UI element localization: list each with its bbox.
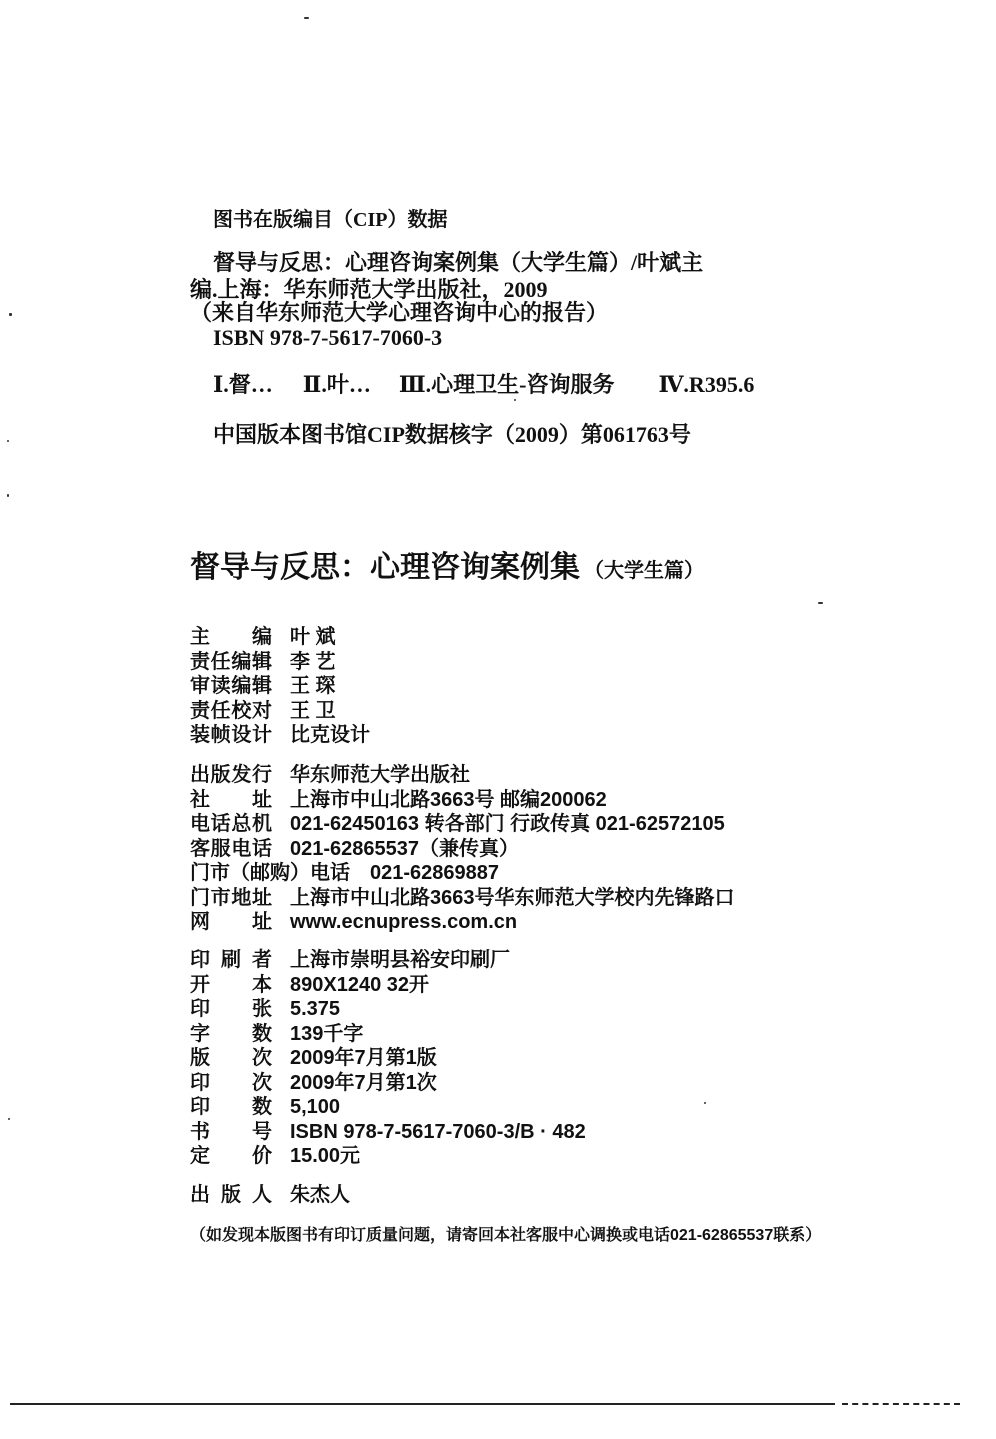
credit-row [190, 1120, 586, 1145]
credit-label: 定价 [190, 1145, 272, 1168]
credit-label: 审读编辑 [190, 675, 272, 698]
credit-label: 装帧设计 [190, 724, 272, 747]
cip-heading: 图书在版编目（CIP）数据 [213, 209, 448, 231]
credit-value: 890X1240 32开 [290, 973, 430, 996]
credit-label: 印张 [190, 998, 272, 1021]
credit-row [190, 1022, 586, 1047]
scan-speck [304, 17, 309, 19]
cip-subject: Ⅰ.督… [213, 372, 273, 397]
credit-row [190, 788, 735, 813]
credit-value: 5,100 [290, 1096, 341, 1119]
credit-value: 朱杰人 [290, 1184, 350, 1207]
credit-row [190, 1071, 586, 1096]
credit-value: 15.00元 [290, 1145, 361, 1168]
credit-value: 上海市中山北路3663号 邮编200062 [290, 788, 607, 811]
credit-row [190, 948, 586, 973]
credit-value: 王 琛 [290, 675, 336, 698]
credit-label: 出版人 [190, 1184, 272, 1207]
credit-label: 印刷者 [190, 949, 272, 972]
credit-row [190, 1183, 350, 1208]
scan-speck [7, 494, 9, 497]
credit-label: 版次 [190, 1047, 272, 1070]
credit-value: 比克设计 [290, 724, 370, 747]
bottom-rule-dashed [842, 1403, 960, 1405]
credit-row [190, 861, 735, 886]
credit-label: 电话总机 [190, 813, 272, 836]
credit-value: 021-62450163 转各部门 行政传真 021-62572105 [290, 813, 725, 836]
credit-row [190, 763, 735, 788]
cip-series-note: （来自华东师范大学心理咨询中心的报告） [190, 300, 609, 325]
printing-details [190, 948, 586, 1169]
scan-speck [8, 1118, 10, 1120]
credit-row [190, 699, 370, 724]
credit-label: 书号 [190, 1120, 272, 1143]
credit-value: 139千字 [290, 1022, 364, 1045]
credit-label: 责任校对 [190, 699, 272, 722]
credit-row [190, 812, 735, 837]
cip-isbn: ISBN 978-7-5617-7060-3 [213, 325, 443, 350]
footer-note: （如发现本版图书有印订质量问题，请寄回本社客服中心调换或电话021-62865537联系） [190, 1227, 822, 1244]
credit-row [190, 886, 735, 911]
credit-row [190, 1046, 586, 1071]
book-title [190, 553, 704, 583]
credit-row [190, 650, 370, 675]
credit-value: 叶 斌 [290, 626, 336, 649]
cip-subject: Ⅲ.心理卫生-咨询服务 [398, 372, 615, 397]
cip-subject: Ⅱ.叶… [302, 372, 371, 397]
scan-speck [514, 399, 516, 401]
credit-value: 2009年7月第1次 [290, 1071, 437, 1094]
book-subtitle: （大学生篇） [584, 560, 704, 582]
credit-label: 网址 [190, 911, 272, 934]
scan-speck [704, 1102, 706, 1104]
credit-label: 印次 [190, 1071, 272, 1094]
credit-label: 印数 [190, 1096, 272, 1119]
cip-subjects [213, 374, 754, 396]
credit-label: 出版发行 [190, 764, 272, 787]
credit-label: 主编 [190, 626, 272, 649]
credit-value: ISBN 978-7-5617-7060-3/B · 482 [290, 1120, 586, 1143]
publisher-person [190, 1183, 350, 1208]
credit-row [190, 1095, 586, 1120]
credit-label: 门市地址 [190, 886, 272, 909]
publisher-info [190, 763, 735, 935]
credit-label: 社址 [190, 788, 272, 811]
credit-row [190, 837, 735, 862]
credit-value: 上海市崇明县裕安印刷厂 [290, 949, 510, 972]
credit-value: 2009年7月第1版 [290, 1047, 437, 1070]
credit-row [190, 910, 735, 935]
bottom-rule [10, 1403, 835, 1405]
scan-speck [9, 313, 12, 316]
cip-title-line: 督导与反思：心理咨询案例集（大学生篇）/叶斌主 [213, 250, 704, 275]
credit-label: 客服电话 [190, 837, 272, 860]
cip-subject: Ⅳ.R395.6 [658, 372, 755, 397]
credit-value: 上海市中山北路3663号华东师范大学校内先锋路口 [290, 886, 735, 909]
cip-record-number: 中国版本图书馆CIP数据核字（2009）第061763号 [213, 422, 691, 447]
book-title-main: 督导与反思：心理咨询案例集 [190, 551, 580, 584]
credit-label: 字数 [190, 1022, 272, 1045]
credit-value: 5.375 [290, 998, 341, 1021]
cip-publisher-line: 编.上海：华东师范大学出版社，2009 [190, 277, 548, 302]
credit-value: 李 艺 [290, 650, 336, 673]
credit-value: 021-62865537（兼传真） [290, 837, 520, 860]
credit-value: www.ecnupress.com.cn [290, 911, 518, 934]
credit-label: 门市（邮购）电话 [190, 862, 350, 885]
credit-row [190, 997, 586, 1022]
editorial-credits [190, 625, 370, 748]
scan-speck [7, 440, 9, 442]
credit-value: 021-62869887 [370, 862, 500, 885]
credit-row [190, 1144, 586, 1169]
credit-label: 责任编辑 [190, 650, 272, 673]
credit-row [190, 625, 370, 650]
credit-value: 华东师范大学出版社 [290, 764, 470, 787]
credit-value: 王 卫 [290, 699, 336, 722]
scan-speck [818, 602, 823, 604]
credit-row [190, 674, 370, 699]
credit-label: 开本 [190, 973, 272, 996]
credit-row [190, 973, 586, 998]
credit-row [190, 723, 370, 748]
